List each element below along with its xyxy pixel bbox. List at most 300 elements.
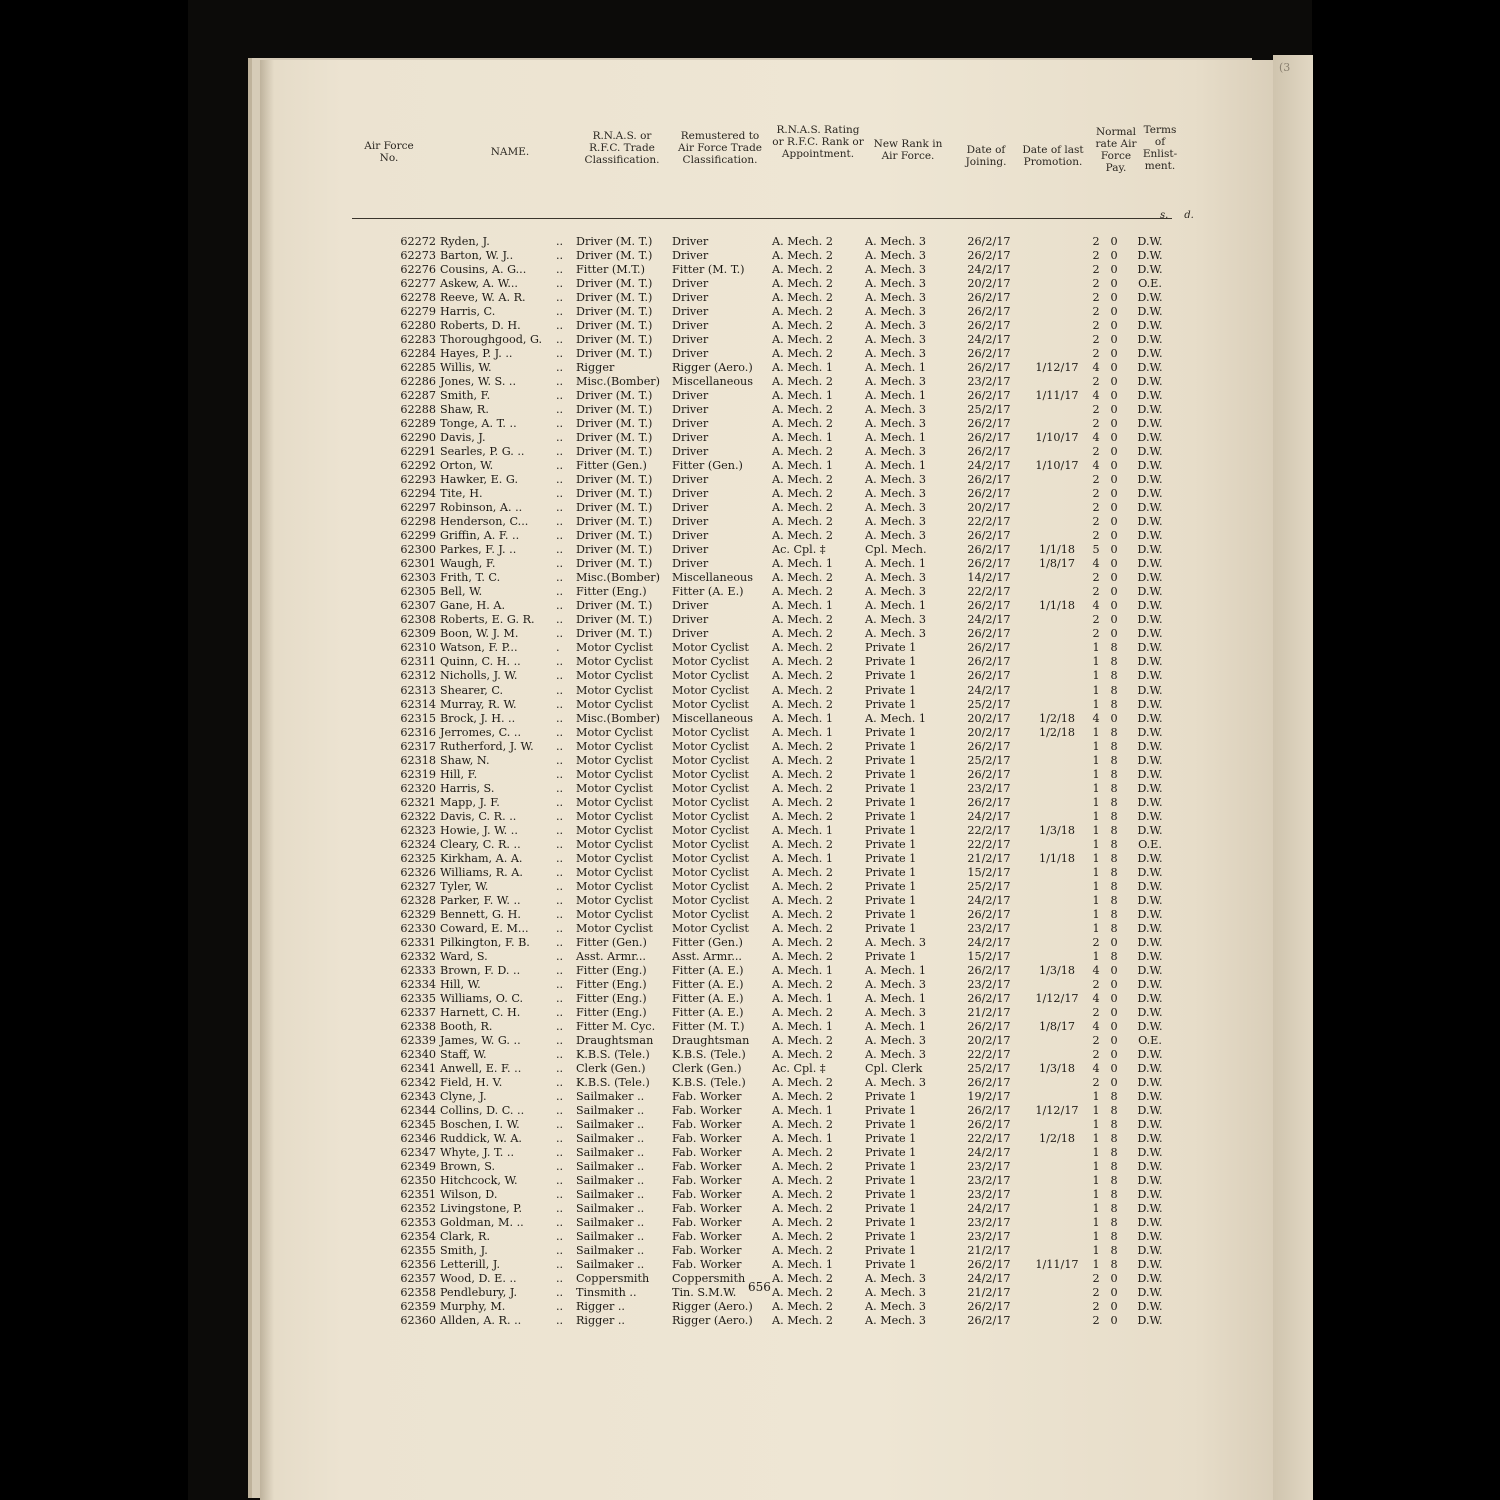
pay-pence: 0 bbox=[1110, 389, 1118, 403]
date-joining: 21/2/17 bbox=[967, 1005, 1011, 1019]
rnas-trade: Driver (M. T.) bbox=[576, 473, 653, 487]
pay-pence: 8 bbox=[1110, 725, 1118, 739]
air-force-no: 62293 bbox=[400, 473, 436, 487]
pay-pence: 8 bbox=[1110, 1202, 1118, 1216]
name: Pilkington, F. B. bbox=[440, 935, 530, 949]
name: Tyler, W. bbox=[440, 879, 489, 893]
date-promotion: 1/2/18 bbox=[1038, 711, 1075, 725]
table-row bbox=[260, 627, 1276, 641]
table-header bbox=[340, 96, 1260, 200]
table-row bbox=[260, 361, 1276, 375]
new-rank: Private 1 bbox=[865, 921, 917, 935]
rnas-trade: Driver (M. T.) bbox=[576, 613, 653, 627]
remustered-trade: Fab. Worker bbox=[672, 1230, 742, 1244]
date-joining: 26/2/17 bbox=[967, 963, 1011, 977]
date-joining: 14/2/17 bbox=[967, 571, 1011, 585]
terms-enlistment: D.W. bbox=[1137, 487, 1163, 501]
pay-pence: 0 bbox=[1110, 473, 1118, 487]
leader-dots: .. bbox=[556, 1132, 564, 1145]
new-rank: A. Mech. 3 bbox=[865, 235, 926, 248]
air-force-no: 62301 bbox=[400, 557, 436, 571]
terms-enlistment: D.W. bbox=[1137, 1089, 1163, 1103]
air-force-no: 62344 bbox=[400, 1103, 436, 1117]
new-rank: Private 1 bbox=[865, 879, 917, 893]
remustered-trade: Driver bbox=[672, 501, 709, 515]
date-joining: 24/2/17 bbox=[967, 893, 1011, 907]
leader-dots: .. bbox=[556, 1216, 564, 1230]
air-force-no: 62308 bbox=[400, 613, 436, 627]
date-joining: 24/2/17 bbox=[967, 1272, 1011, 1286]
air-force-no: 62327 bbox=[400, 879, 436, 893]
book-page bbox=[260, 60, 1276, 1500]
name: Searles, P. G. .. bbox=[440, 445, 525, 459]
rating: A. Mech. 2 bbox=[772, 641, 833, 655]
terms-enlistment: D.W. bbox=[1137, 1047, 1163, 1061]
date-promotion: 1/10/17 bbox=[1035, 431, 1079, 445]
date-joining: 24/2/17 bbox=[967, 613, 1011, 627]
name: Frith, T. C. bbox=[440, 571, 501, 585]
pay-shillings: 2 bbox=[1092, 585, 1100, 599]
date-joining: 26/2/17 bbox=[967, 557, 1011, 571]
rating: Ac. Cpl. ‡ bbox=[772, 543, 826, 557]
air-force-no: 62317 bbox=[400, 739, 436, 753]
table-row bbox=[260, 712, 1276, 726]
table-row bbox=[260, 613, 1276, 627]
terms-enlistment: D.W. bbox=[1137, 375, 1163, 389]
rnas-trade: Driver (M. T.) bbox=[576, 627, 653, 641]
new-rank: A. Mech. 3 bbox=[865, 1286, 926, 1300]
air-force-no: 62287 bbox=[400, 389, 436, 403]
pay-pence: 0 bbox=[1110, 459, 1118, 473]
rnas-trade: Rigger .. bbox=[576, 1314, 625, 1328]
rnas-trade: Sailmaker .. bbox=[576, 1202, 645, 1216]
terms-enlistment: D.W. bbox=[1137, 1117, 1163, 1131]
pay-pence: 8 bbox=[1110, 1089, 1118, 1103]
leader-dots: .. bbox=[556, 879, 564, 893]
table-row bbox=[260, 529, 1276, 543]
remustered-trade: Motor Cyclist bbox=[672, 893, 749, 907]
rating: A. Mech. 2 bbox=[772, 613, 833, 627]
date-joining: 23/2/17 bbox=[967, 1216, 1011, 1230]
name: Coward, E. M... bbox=[440, 921, 529, 935]
remustered-trade: Fab. Worker bbox=[672, 1146, 742, 1160]
pay-shillings: 1 bbox=[1092, 781, 1100, 795]
air-force-no: 62315 bbox=[400, 711, 436, 725]
pay-pence: 0 bbox=[1110, 277, 1118, 291]
rnas-trade: Fitter (Eng.) bbox=[576, 963, 647, 977]
pay-shillings: 1 bbox=[1092, 921, 1100, 935]
terms-enlistment: D.W. bbox=[1137, 1174, 1163, 1188]
rating: A. Mech. 2 bbox=[772, 1314, 833, 1328]
rnas-trade: Clerk (Gen.) bbox=[576, 1061, 646, 1075]
new-rank: A. Mech. 3 bbox=[865, 613, 926, 627]
new-rank: Private 1 bbox=[865, 1174, 917, 1188]
leader-dots: .. bbox=[556, 431, 564, 445]
air-force-no: 62350 bbox=[400, 1174, 436, 1188]
terms-enlistment: D.W. bbox=[1137, 851, 1163, 865]
table-row bbox=[260, 1244, 1276, 1258]
rnas-trade: Fitter (Eng.) bbox=[576, 977, 647, 991]
name: Cousins, A. G... bbox=[440, 263, 527, 277]
remustered-trade: Rigger (Aero.) bbox=[672, 1300, 753, 1314]
new-rank: Private 1 bbox=[865, 753, 917, 767]
pay-pence: 8 bbox=[1110, 669, 1118, 683]
rnas-trade: Fitter (Eng.) bbox=[576, 585, 647, 599]
remustered-trade: Miscellaneous bbox=[672, 711, 753, 725]
table-row bbox=[260, 1020, 1276, 1034]
rating: A. Mech. 2 bbox=[772, 1117, 833, 1131]
pay-shillings: 1 bbox=[1092, 949, 1100, 963]
remustered-trade: Tin. S.M.W. bbox=[672, 1286, 737, 1300]
leader-dots: .. bbox=[556, 459, 564, 473]
terms-enlistment: D.W. bbox=[1137, 1216, 1163, 1230]
new-rank: Private 1 bbox=[865, 1160, 917, 1174]
pay-pence: 0 bbox=[1110, 935, 1118, 949]
header-rating: R.N.A.S. Rating or R.F.C. Rank or Appointment. bbox=[772, 124, 864, 160]
leader-dots: .. bbox=[556, 557, 564, 571]
name: Harnett, C. H. bbox=[440, 1005, 521, 1019]
remustered-trade: Driver bbox=[672, 319, 709, 333]
new-rank: A. Mech. 3 bbox=[865, 529, 926, 543]
table-row bbox=[260, 936, 1276, 950]
rating: A. Mech. 2 bbox=[772, 1300, 833, 1314]
name: Askew, A. W... bbox=[440, 277, 518, 291]
terms-enlistment: D.W. bbox=[1137, 683, 1163, 697]
pay-pence: 0 bbox=[1110, 417, 1118, 431]
leader-dots: .. bbox=[556, 1160, 564, 1174]
table-row bbox=[260, 1160, 1276, 1174]
name: Williams, O. C. bbox=[440, 991, 524, 1005]
new-rank: A. Mech. 3 bbox=[865, 417, 926, 431]
pay-shillings: 1 bbox=[1092, 1202, 1100, 1216]
air-force-no: 62339 bbox=[400, 1033, 436, 1047]
pay-pence: 8 bbox=[1110, 851, 1118, 865]
new-rank: A. Mech. 3 bbox=[865, 487, 926, 501]
terms-enlistment: D.W. bbox=[1137, 907, 1163, 921]
pay-pence: 8 bbox=[1110, 655, 1118, 669]
pay-shillings: 1 bbox=[1092, 739, 1100, 753]
rating: A. Mech. 1 bbox=[772, 557, 833, 571]
new-rank: Private 1 bbox=[865, 781, 917, 795]
rnas-trade: Misc.(Bomber) bbox=[576, 711, 661, 725]
pay-shillings: 4 bbox=[1092, 361, 1100, 375]
rating: A. Mech. 2 bbox=[772, 1244, 833, 1258]
leader-dots: .. bbox=[556, 655, 564, 669]
name: Anwell, E. F. .. bbox=[440, 1061, 522, 1075]
pay-pence: 0 bbox=[1110, 1005, 1118, 1019]
remustered-trade: Fitter (M. T.) bbox=[672, 263, 745, 277]
leader-dots: .. bbox=[556, 389, 564, 403]
terms-enlistment: D.W. bbox=[1137, 291, 1163, 305]
date-joining: 20/2/17 bbox=[967, 501, 1011, 515]
pay-shillings: 1 bbox=[1092, 837, 1100, 851]
remustered-trade: Motor Cyclist bbox=[672, 725, 749, 739]
leader-dots: .. bbox=[556, 949, 564, 963]
pay-shillings: 1 bbox=[1092, 655, 1100, 669]
terms-enlistment: D.W. bbox=[1137, 655, 1163, 669]
new-rank: A. Mech. 3 bbox=[865, 319, 926, 333]
remustered-trade: Driver bbox=[672, 515, 709, 529]
table-row bbox=[260, 669, 1276, 683]
air-force-no: 62292 bbox=[400, 459, 436, 473]
pay-shillings: 1 bbox=[1092, 1188, 1100, 1202]
table-row bbox=[260, 866, 1276, 880]
date-joining: 23/2/17 bbox=[967, 375, 1011, 389]
name: Shaw, R. bbox=[440, 403, 489, 417]
pay-pence: 0 bbox=[1110, 543, 1118, 557]
name: Barton, W. J.. bbox=[440, 249, 514, 263]
name: Quinn, C. H. .. bbox=[440, 655, 521, 669]
pay-shillings: 2 bbox=[1092, 613, 1100, 627]
terms-enlistment: D.W. bbox=[1137, 1286, 1163, 1300]
table-row bbox=[260, 277, 1276, 291]
remustered-trade: Driver bbox=[672, 277, 709, 291]
new-rank: Private 1 bbox=[865, 697, 917, 711]
name: Davis, C. R. .. bbox=[440, 809, 517, 823]
air-force-no: 62345 bbox=[400, 1117, 436, 1131]
rating: A. Mech. 2 bbox=[772, 1047, 833, 1061]
date-joining: 22/2/17 bbox=[967, 1047, 1011, 1061]
leader-dots: .. bbox=[556, 823, 564, 837]
table-row bbox=[260, 1132, 1276, 1146]
table-row bbox=[260, 824, 1276, 838]
air-force-no: 62283 bbox=[400, 333, 436, 347]
date-joining: 26/2/17 bbox=[967, 473, 1011, 487]
rnas-trade: Motor Cyclist bbox=[576, 655, 653, 669]
rnas-trade: Sailmaker .. bbox=[576, 1188, 645, 1202]
new-rank: A. Mech. 3 bbox=[865, 347, 926, 361]
pay-pence: 0 bbox=[1110, 1314, 1118, 1328]
rnas-trade: Driver (M. T.) bbox=[576, 277, 653, 291]
air-force-no: 62360 bbox=[400, 1314, 436, 1328]
new-rank: Private 1 bbox=[865, 823, 917, 837]
new-rank: Private 1 bbox=[865, 851, 917, 865]
rating: A. Mech. 2 bbox=[772, 291, 833, 305]
date-joining: 25/2/17 bbox=[967, 403, 1011, 417]
rating: A. Mech. 2 bbox=[772, 1005, 833, 1019]
name: Mapp, J. F. bbox=[440, 795, 500, 809]
pay-pence: 0 bbox=[1110, 445, 1118, 459]
header-new-rank: New Rank in Air Force. bbox=[873, 138, 943, 162]
pay-pence: 8 bbox=[1110, 1117, 1118, 1131]
rnas-trade: Draughtsman bbox=[576, 1033, 654, 1047]
date-joining: 25/2/17 bbox=[967, 1061, 1011, 1075]
new-rank: Cpl. Mech. bbox=[865, 543, 927, 557]
name: Shaw, N. bbox=[440, 753, 490, 767]
new-rank: Private 1 bbox=[865, 641, 917, 655]
rnas-trade: Motor Cyclist bbox=[576, 879, 653, 893]
pay-pence: 0 bbox=[1110, 1272, 1118, 1286]
table-row bbox=[260, 473, 1276, 487]
pay-shillings: 4 bbox=[1092, 1061, 1100, 1075]
name: Brock, J. H. .. bbox=[440, 711, 516, 725]
rating: A. Mech. 2 bbox=[772, 277, 833, 291]
date-joining: 21/2/17 bbox=[967, 1244, 1011, 1258]
table-row bbox=[260, 740, 1276, 754]
air-force-no: 62313 bbox=[400, 683, 436, 697]
pay-pence: 8 bbox=[1110, 753, 1118, 767]
remustered-trade: Asst. Armr... bbox=[672, 949, 742, 963]
name: Boschen, I. W. bbox=[440, 1117, 520, 1131]
leader-dots: .. bbox=[556, 683, 564, 697]
table-row bbox=[260, 375, 1276, 389]
air-force-no: 62286 bbox=[400, 375, 436, 389]
date-joining: 26/2/17 bbox=[967, 445, 1011, 459]
terms-enlistment: D.W. bbox=[1137, 893, 1163, 907]
table-row bbox=[260, 796, 1276, 810]
table-row bbox=[260, 431, 1276, 445]
rnas-trade: Motor Cyclist bbox=[576, 823, 653, 837]
pay-shillings: 2 bbox=[1092, 1033, 1100, 1047]
rating: A. Mech. 2 bbox=[772, 1174, 833, 1188]
table-row bbox=[260, 754, 1276, 768]
name: Parker, F. W. .. bbox=[440, 893, 521, 907]
rating: A. Mech. 2 bbox=[772, 949, 833, 963]
leader-dots: .. bbox=[556, 1117, 564, 1131]
pay-pence: 8 bbox=[1110, 1103, 1118, 1117]
rnas-trade: Motor Cyclist bbox=[576, 683, 653, 697]
new-rank: A. Mech. 3 bbox=[865, 403, 926, 417]
pay-pence: 8 bbox=[1110, 795, 1118, 809]
date-joining: 20/2/17 bbox=[967, 277, 1011, 291]
air-force-no: 62312 bbox=[400, 669, 436, 683]
name: Brown, F. D. .. bbox=[440, 963, 521, 977]
remustered-trade: Motor Cyclist bbox=[672, 739, 749, 753]
remustered-trade: Motor Cyclist bbox=[672, 781, 749, 795]
pay-shillings: 2 bbox=[1092, 501, 1100, 515]
pay-pence: 8 bbox=[1110, 1132, 1118, 1145]
terms-enlistment: D.W. bbox=[1137, 1258, 1163, 1272]
pay-shillings: 1 bbox=[1092, 641, 1100, 655]
rnas-trade: Driver (M. T.) bbox=[576, 305, 653, 319]
leader-dots: .. bbox=[556, 711, 564, 725]
pay-shillings: 2 bbox=[1092, 375, 1100, 389]
new-rank: A. Mech. 3 bbox=[865, 1300, 926, 1314]
pay-pence: 8 bbox=[1110, 893, 1118, 907]
air-force-no: 62319 bbox=[400, 767, 436, 781]
pay-shillings: 4 bbox=[1092, 557, 1100, 571]
new-rank: Private 1 bbox=[865, 1132, 917, 1145]
rating: A. Mech. 1 bbox=[772, 1019, 833, 1033]
remustered-trade: Motor Cyclist bbox=[672, 851, 749, 865]
date-promotion: 1/8/17 bbox=[1038, 1019, 1075, 1033]
name: Whyte, J. T. .. bbox=[440, 1146, 515, 1160]
air-force-no: 62294 bbox=[400, 487, 436, 501]
date-joining: 26/2/17 bbox=[967, 431, 1011, 445]
new-rank: A. Mech. 3 bbox=[865, 1033, 926, 1047]
table-row bbox=[260, 978, 1276, 992]
new-rank: A. Mech. 1 bbox=[865, 431, 926, 445]
pay-shillings: 4 bbox=[1092, 459, 1100, 473]
name: Clyne, J. bbox=[440, 1089, 487, 1103]
date-joining: 26/2/17 bbox=[967, 907, 1011, 921]
name: Gane, H. A. bbox=[440, 599, 506, 613]
terms-enlistment: D.W. bbox=[1137, 669, 1163, 683]
pay-shillings: 1 bbox=[1092, 1174, 1100, 1188]
header-air-force-no: Air Force No. bbox=[364, 140, 414, 164]
pay-shillings: 2 bbox=[1092, 977, 1100, 991]
remustered-trade: Driver bbox=[672, 347, 709, 361]
pay-pence: 8 bbox=[1110, 865, 1118, 879]
new-rank: Private 1 bbox=[865, 1089, 917, 1103]
new-rank: Private 1 bbox=[865, 655, 917, 669]
terms-enlistment: D.W. bbox=[1137, 361, 1163, 375]
leader-dots: .. bbox=[556, 767, 564, 781]
table-row bbox=[260, 305, 1276, 319]
rnas-trade: Fitter (Eng.) bbox=[576, 991, 647, 1005]
date-joining: 21/2/17 bbox=[967, 1286, 1011, 1300]
header-rnas-trade: R.N.A.S. or R.F.C. Trade Classification. bbox=[584, 130, 660, 166]
remustered-trade: Fab. Worker bbox=[672, 1160, 742, 1174]
leader-dots: .. bbox=[556, 809, 564, 823]
table-row bbox=[260, 1062, 1276, 1076]
rating: A. Mech. 2 bbox=[772, 767, 833, 781]
pay-pence: 0 bbox=[1110, 1047, 1118, 1061]
leader-dots: .. bbox=[556, 1300, 564, 1314]
pay-shillings: 2 bbox=[1092, 473, 1100, 487]
leader-dots: .. bbox=[556, 893, 564, 907]
rnas-trade: Driver (M. T.) bbox=[576, 529, 653, 543]
rating: A. Mech. 1 bbox=[772, 431, 833, 445]
terms-enlistment: D.W. bbox=[1137, 613, 1163, 627]
leader-dots: .. bbox=[556, 445, 564, 459]
new-rank: A. Mech. 3 bbox=[865, 1314, 926, 1328]
leader-dots: .. bbox=[556, 1146, 564, 1160]
date-promotion: 1/2/18 bbox=[1038, 1132, 1075, 1145]
pay-shillings: 2 bbox=[1092, 935, 1100, 949]
pay-pence: 8 bbox=[1110, 781, 1118, 795]
terms-enlistment: D.W. bbox=[1137, 725, 1163, 739]
remustered-trade: Fab. Worker bbox=[672, 1089, 742, 1103]
date-joining: 20/2/17 bbox=[967, 725, 1011, 739]
name: Davis, J. bbox=[440, 431, 486, 445]
new-rank: Private 1 bbox=[865, 1188, 917, 1202]
air-force-no: 62352 bbox=[400, 1202, 436, 1216]
name: Hill, W. bbox=[440, 977, 481, 991]
date-joining: 24/2/17 bbox=[967, 263, 1011, 277]
remustered-trade: K.B.S. (Tele.) bbox=[672, 1047, 746, 1061]
rnas-trade: Driver (M. T.) bbox=[576, 249, 653, 263]
pay-pence: 0 bbox=[1110, 375, 1118, 389]
remustered-trade: Fitter (A. E.) bbox=[672, 963, 744, 977]
name: Hitchcock, W. bbox=[440, 1174, 518, 1188]
remustered-trade: Coppersmith bbox=[672, 1272, 746, 1286]
air-force-no: 62355 bbox=[400, 1244, 436, 1258]
pay-shillings: 2 bbox=[1092, 515, 1100, 529]
rating: A. Mech. 2 bbox=[772, 445, 833, 459]
new-rank: A. Mech. 3 bbox=[865, 1005, 926, 1019]
pay-pence: 0 bbox=[1110, 347, 1118, 361]
rnas-trade: Driver (M. T.) bbox=[576, 431, 653, 445]
remustered-trade: Clerk (Gen.) bbox=[672, 1061, 742, 1075]
pay-shillings: 2 bbox=[1092, 305, 1100, 319]
leader-dots: .. bbox=[556, 599, 564, 613]
date-joining: 20/2/17 bbox=[967, 1033, 1011, 1047]
pay-shillings: 1 bbox=[1092, 823, 1100, 837]
table-row bbox=[260, 1104, 1276, 1118]
remustered-trade: Fitter (Gen.) bbox=[672, 459, 743, 473]
pay-shillings: 1 bbox=[1092, 1216, 1100, 1230]
rating: A. Mech. 2 bbox=[772, 1188, 833, 1202]
date-joining: 26/2/17 bbox=[967, 1300, 1011, 1314]
date-joining: 24/2/17 bbox=[967, 459, 1011, 473]
name: Murray, R. W. bbox=[440, 697, 517, 711]
date-joining: 26/2/17 bbox=[967, 417, 1011, 431]
air-force-no: 62335 bbox=[400, 991, 436, 1005]
pay-pence: 0 bbox=[1110, 627, 1118, 641]
pay-shillings: 2 bbox=[1092, 1314, 1100, 1328]
table-row bbox=[260, 1146, 1276, 1160]
